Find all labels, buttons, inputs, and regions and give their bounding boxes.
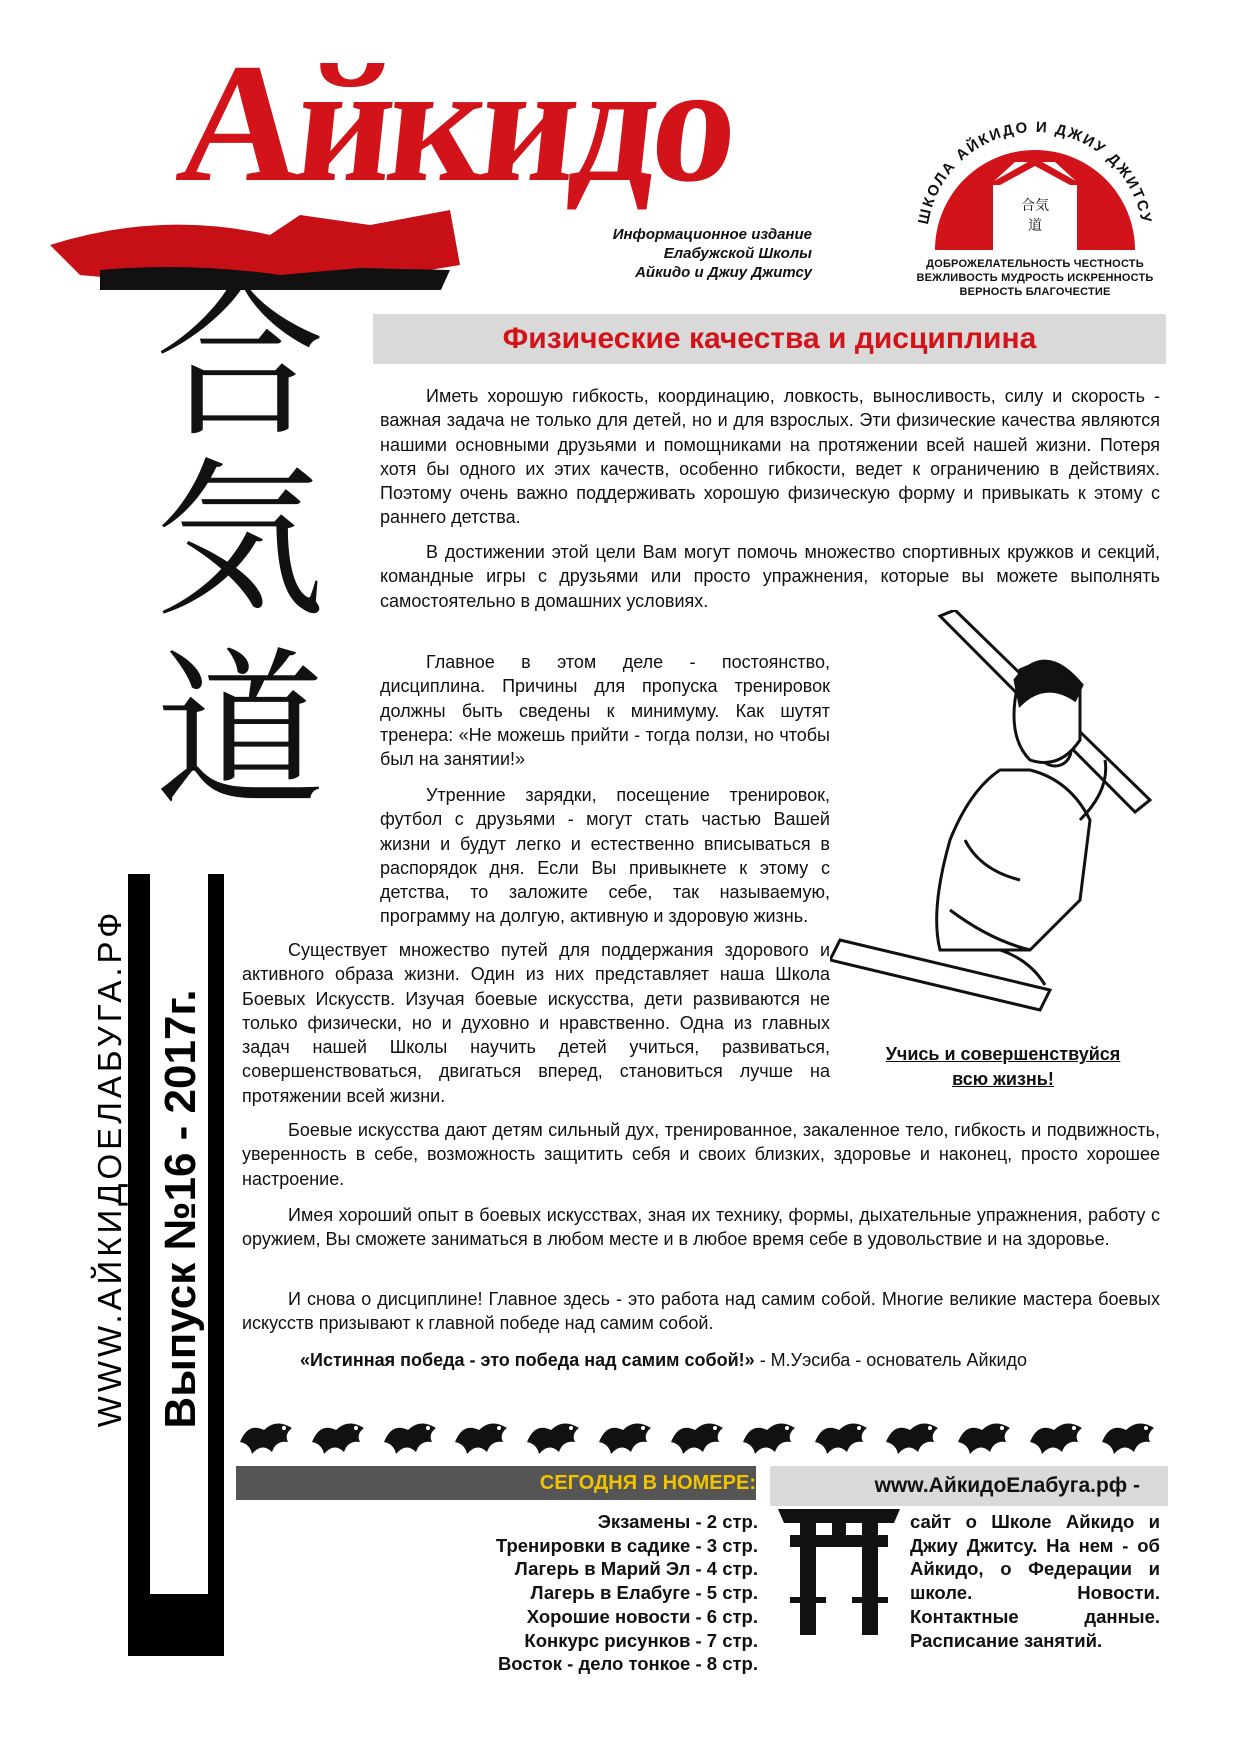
publication-line: Елабужской Школы bbox=[663, 245, 812, 262]
martial-artist-illustration bbox=[830, 610, 1170, 1030]
dragon-icon bbox=[451, 1412, 513, 1464]
issue-number: Выпуск №16 - 2017г. bbox=[156, 989, 205, 1429]
contents-item[interactable]: Хорошие новости - 6 стр. bbox=[526, 1605, 758, 1627]
article-paragraph: Боевые искусства дают детям сильный дух, тренированное, закаленное тело, гибкость и подвижность, уверенность в себе, возможность защитить себя и своих близких, здоровье и наконец, просто хорошее настроение. bbox=[242, 1120, 1160, 1189]
dragon-icon bbox=[882, 1412, 944, 1464]
virtue-line: ВЕРНОСТЬ БЛАГОЧЕСТИЕ bbox=[959, 286, 1111, 298]
article-paragraph: В достижении этой цели Вам могут помочь множество спортивных кружков и секций, командные игры с друзьями или просто упражнения, которые вы можете выполнять самостоятельно в домашних условиях. bbox=[380, 542, 1160, 611]
dragon-icon bbox=[595, 1412, 657, 1464]
dragon-icon bbox=[667, 1412, 729, 1464]
svg-text:道: 道 bbox=[1028, 218, 1042, 234]
quote-author: - М.Уэсиба - основатель Айкидо bbox=[754, 1350, 1028, 1370]
publication-info bbox=[540, 225, 812, 282]
quote-text: «Истинная победа - это победа над самим собой!» bbox=[300, 1350, 755, 1370]
dragon-icon bbox=[523, 1412, 585, 1464]
contents-item[interactable]: Экзамены - 2 стр. bbox=[597, 1511, 758, 1532]
virtue-line: ВЕЖЛИВОСТЬ МУДРОСТЬ ИСКРЕННОСТЬ bbox=[916, 272, 1154, 284]
article-paragraph: Главное в этом деле - постоянство, дисциплина. Причины для пропуска тренировок должны быть сведены к минимуму. Как шутят тренера: «Не можешь прийти - тогда ползи, но чтобы был на занятии!» bbox=[380, 652, 830, 770]
masthead-title: Айкидо bbox=[170, 30, 742, 217]
publication-line: Айкидо и Джиу Джитсу bbox=[635, 264, 812, 281]
dragon-icon bbox=[739, 1412, 801, 1464]
dragon-ornament-band bbox=[236, 1412, 1160, 1464]
site-description: сайт о Школе Айкидо и Джиу Джитсу. На нем - об Айкидо, о Федерации и школе. Новости. Контактные данные. Расписание занятий. bbox=[910, 1511, 1160, 1651]
contents-item[interactable]: Тренировки в садике - 3 стр. bbox=[495, 1534, 758, 1556]
publication-line: Информационное издание bbox=[612, 226, 812, 243]
issue-contents bbox=[380, 1510, 758, 1676]
svg-text:合気: 合気 bbox=[1021, 198, 1049, 214]
contents-item[interactable]: Лагерь в Елабуге - 5 стр. bbox=[530, 1582, 758, 1604]
dragon-icon bbox=[380, 1412, 442, 1464]
dragon-icon bbox=[236, 1412, 298, 1464]
today-label: СЕГОДНЯ В НОМЕРЕ: bbox=[539, 1472, 756, 1494]
contents-item[interactable]: Лагерь в Марий Эл - 4 стр. bbox=[514, 1558, 758, 1580]
emblem-virtues bbox=[895, 257, 1175, 299]
caption-line: Учись и совершенствуйся bbox=[885, 1044, 1121, 1064]
article-paragraph: И снова о дисциплине! Главное здесь - это работа над самим собой. Многие великие мастера боевых искусств призывают к главной победе над самим собой. bbox=[242, 1289, 1160, 1334]
virtue-line: ДОБРОЖЕЛАТЕЛЬНОСТЬ ЧЕСТНОСТЬ bbox=[926, 258, 1144, 270]
site-url-link[interactable]: www.АйкидоЕлабуга.рф - bbox=[874, 1474, 1140, 1497]
svg-text:気: 気 bbox=[154, 443, 326, 641]
article-paragraph: Утренние зарядки, посещение тренировок, футбол с друзьями - могут стать частью Вашей жизни и будут легко и естественно вписываться в распорядок дня. Если Вы привыкнете к этому с детства, то заложите себе, так называемую, программу на долгую, активную и здоровую жизнь. bbox=[380, 785, 830, 927]
emblem-arc-text: ШКОЛА АЙКИДО И ДЖИУ ДЖИТСУ bbox=[915, 118, 1155, 226]
article-paragraph: Иметь хорошую гибкость, координацию, ловкость, выносливость, силу и скорость - важная задача не только для детей, но и для взрослых. Эти физические качества являются нашими основными друзьями и помощниками на протяжении всей нашей жизни. Потеря хотя бы одного их этих качеств, особенно гибкости, ведет к ограничению в действиях. Поэтому очень важно поддерживать хорошую физическую форму и привыкать к этому с раннего детства. bbox=[380, 386, 1160, 528]
website-vertical-url[interactable]: WWW.АЙКИДОЕЛАБУГА.РФ bbox=[91, 908, 128, 1428]
dragon-icon bbox=[811, 1412, 873, 1464]
contents-item[interactable]: Восток - дело тонкое - 8 стр. bbox=[497, 1653, 758, 1675]
dragon-icon bbox=[1026, 1412, 1088, 1464]
article-headline: Физические качества и дисциплина bbox=[502, 322, 1037, 355]
article-paragraph: Существует множество путей для поддержания здорового и активного образа жизни. Один из них представляет наша Школа Боевых Искусств. Изучая боевые искусства, дети развиваются не только физически, но и духовно и нравственно. Одна из главных задач нашей Школы научить детей учиться, развиваться, совершенствоваться, двигаться вперед, становиться лучше на протяжении всей жизни. bbox=[242, 940, 830, 1106]
svg-text:合: 合 bbox=[154, 270, 326, 461]
dragon-icon bbox=[1098, 1412, 1160, 1464]
dragon-icon bbox=[954, 1412, 1016, 1464]
aikido-kanji-calligraphy bbox=[110, 270, 370, 830]
caption-line: всю жизнь! bbox=[952, 1069, 1054, 1089]
image-caption bbox=[860, 1042, 1146, 1092]
article-quote bbox=[300, 1348, 1160, 1372]
article-paragraph: Имея хороший опыт в боевых искусствах, зная их технику, формы, дыхательные упражнения, работу с оружием, Вы сможете заниматься в любом месте и в любое время себе в удовольствие и на здоровье. bbox=[242, 1205, 1160, 1250]
torii-gate-icon bbox=[778, 1505, 900, 1635]
svg-text:道: 道 bbox=[154, 633, 326, 830]
dragon-icon bbox=[308, 1412, 370, 1464]
contents-item[interactable]: Конкурс рисунков - 7 стр. bbox=[524, 1629, 758, 1651]
